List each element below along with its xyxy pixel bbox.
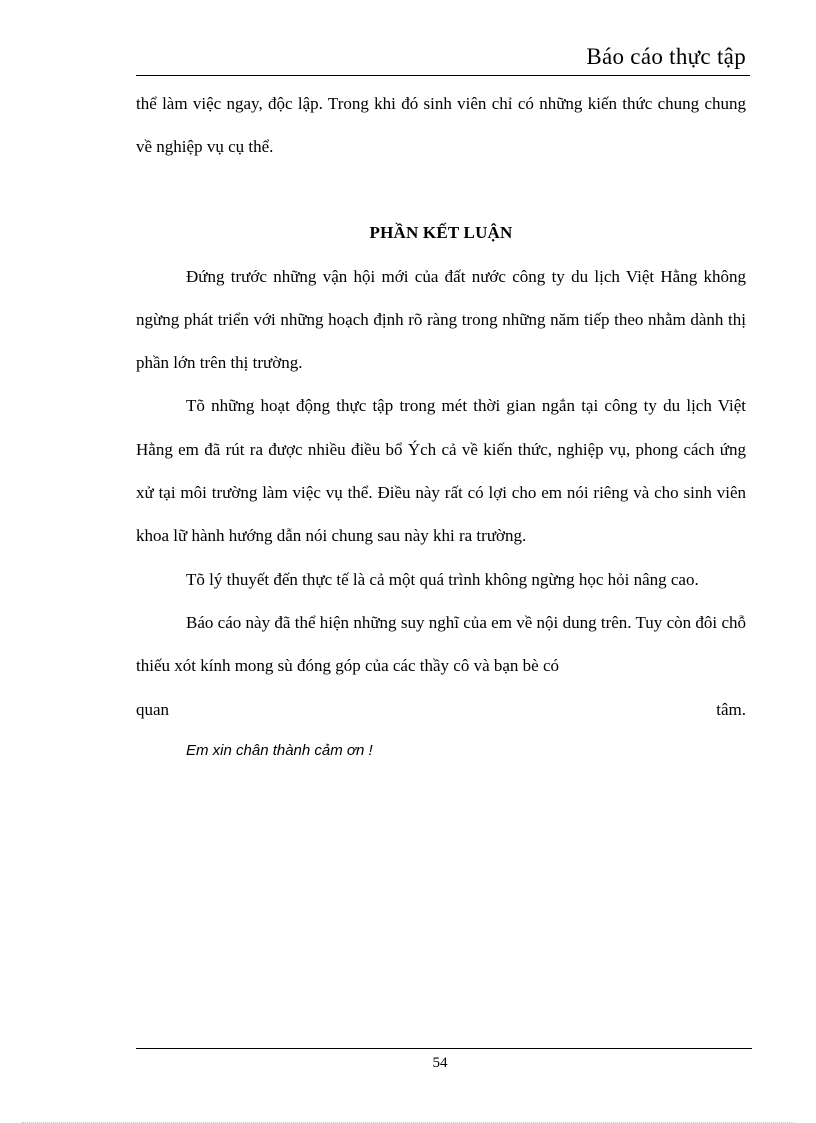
conclusion-paragraph-2: Tõ những hoạt động thực tập trong mét thời gian ngắn tại công ty du lịch Việt Hằng em đã rút ra được nhiều điều bổ Ých cả về kiến thức, nghiệp vụ, phong cách ứng xử tại môi trường làm việc vụ thể. Điều này rất có lợi cho em nói riêng và cho sinh viên khoa lữ hành hướng dẫn nói chung sau này khi ra trường. (136, 396, 746, 546)
running-header-title: Báo cáo thực tập (586, 44, 746, 69)
page-body (136, 82, 746, 772)
closing-thanks: Em xin chân thành cảm ơn ! (186, 741, 373, 759)
page-number: 54 (432, 1055, 448, 1071)
conclusion-paragraph-1: Đứng trước những vận hội mới của đất nước công ty du lịch Việt Hằng không ngừng phát triển với những hoạch định rõ ràng trong những năm tiếp theo nhằm dành thị phần lớn trên thị trường. (136, 266, 746, 373)
section-heading: PHẦN KẾT LUẬN (369, 222, 513, 242)
conclusion-paragraph-4: Báo cáo này đã thể hiện những suy nghĩ của em về nội dung trên. Tuy còn đôi chỗ thiếu xót kính mong sù đóng góp của các thầy cô và bạn bè có (136, 612, 746, 676)
last-line-word-left: quan (136, 699, 170, 719)
conclusion-paragraph-3: Tõ lý thuyết đến thực tế là cả một quá trình không ngừng học hỏi nâng cao. (186, 569, 699, 589)
continued-paragraph: thể làm việc ngay, độc lập. Trong khi đó sinh viên chỉ có những kiến thức chung chung về nghiệp vụ cụ thể. (136, 94, 746, 157)
header-divider (136, 75, 750, 76)
conclusion-paragraph-4-end (136, 688, 746, 731)
last-line-word-right: tâm. (716, 699, 746, 719)
footer-divider (136, 1048, 752, 1049)
